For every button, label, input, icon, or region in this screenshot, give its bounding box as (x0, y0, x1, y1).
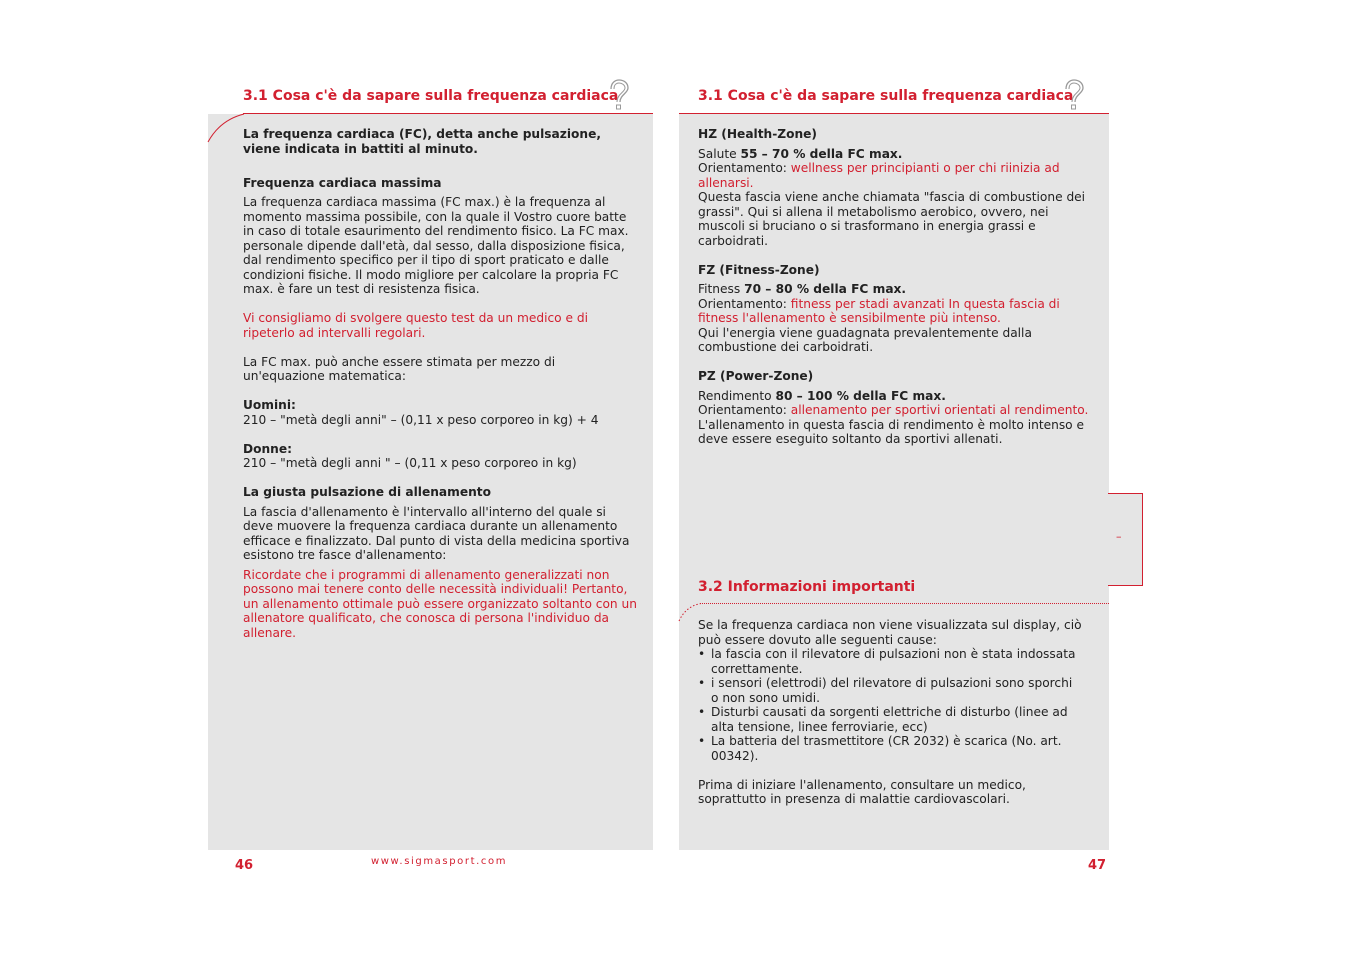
fcmax-heading: Frequenza cardiaca massima (243, 175, 442, 190)
zone-orientation (698, 161, 1093, 190)
zone-range (698, 389, 1093, 404)
zone-description: Qui l'energia viene guadagnata prevalentemente dalla combustione dei carboidrati. (698, 325, 1032, 354)
list-item: • Disturbi causati da sorgenti elettriche di disturbo (linee ad alta tensione, linee ferroviarie, ecc) (698, 705, 1083, 734)
fcmax-paragraph: La frequenza cardiaca massima (FC max.) è la frequenza al momento massima possibile, con la quale il Vostro cuore batte in caso di totale esaurimento del rendimento fisico. La FC max. personale dipende dall'età, dal sesso, dalla disposizione fisica, dal rendimento specifico per il tipo di sport praticato e dalle condizioni fisiche. Il modo migliore per calcolare la propria FC max. è fare un test di resistenza fisica. (243, 195, 629, 296)
left-header-rule (243, 113, 653, 114)
zone-range-value: 80 – 100 % della FC max. (775, 388, 946, 403)
zone-orient-label: Orientamento: (698, 296, 791, 311)
zone-range-label: Fitness (698, 282, 745, 296)
women-label: Donne: (243, 441, 292, 456)
page-number-left: 46 (235, 858, 254, 873)
zone-range (698, 282, 1093, 297)
list-item: • la fascia con il rilevatore di pulsazioni non è stata indossata correttamente. (698, 647, 1083, 676)
zone-range-label: Rendimento (698, 388, 776, 403)
side-tab-label: – (1116, 530, 1122, 543)
left-section-title: 3.1 Cosa c'è da sapare sulla frequenza cardiaca (243, 88, 619, 104)
info-header-rule (700, 603, 1109, 604)
info-body (698, 618, 1083, 807)
info-section-title: 3.2 Informazioni importanti (698, 579, 916, 595)
list-item: • La batteria del trasmettitore (CR 2032) è scarica (No. art. 00342). (698, 734, 1083, 763)
pulse-paragraph: La fascia d'allenamento è l'intervallo all'interno del quale si deve muovere la frequenza cardiaca durante un allenamento efficace e finalizzato. Dal punto di vista della medicina sportiva esistono tre fasce d'allenamento: (243, 504, 630, 562)
zone-orient-label: Orientamento: (698, 161, 791, 175)
zone-description: Questa fascia viene anche chiamata "fascia di combustione dei grassi". Qui si allena il metabolismo aerobico, ovvero, nei muscoli si bruciano o si trasformano in energia grassi e carboidrati. (698, 190, 1086, 248)
zones-body (698, 127, 1093, 447)
trainer-note: Ricordate che i programmi di allenamento generalizzati non possono mai tenere conto delle necessità individuali! Pertanto, un allenamento ottimale può essere organizzato soltanto con un allenatore qualificato, che conosca di persona l'individuo da allenare. (243, 567, 637, 640)
zone-orientation (698, 403, 1093, 418)
men-formula: 210 – "metà degli anni" – (0,11 x peso corporeo in kg) + 4 (243, 412, 599, 427)
question-mark-icon (1061, 78, 1087, 114)
website-text: www.sigmasport.com (371, 856, 508, 867)
pulse-heading: La giusta pulsazione di allenamento (243, 485, 491, 499)
zone-range (698, 147, 1093, 162)
chapter-side-tab[interactable] (1108, 493, 1143, 586)
zone-orient-value: allenamento per sportivi orientati al rendimento. (790, 403, 1089, 417)
men-label: Uomini: (243, 398, 296, 412)
zone-title: PZ (Power-Zone) (698, 369, 814, 383)
zone-range-value: 55 – 70 % della FC max. (740, 146, 903, 161)
question-mark-icon (606, 78, 632, 114)
left-header-curve (206, 112, 246, 144)
list-item: • i sensori (elettrodi) del rilevatore di pulsazioni sono sporchi o non sono umidi. (698, 676, 1083, 705)
estimate-paragraph: La FC max. può anche essere stimata per mezzo di un'equazione matematica: (243, 354, 556, 383)
info-intro: Se la frequenza cardiaca non viene visualizzata sul display, ciò può essere dovuto alle seguenti cause: (698, 618, 1082, 647)
zone-orient-value: wellness per principianti o per chi riinizia ad allenarsi. (698, 161, 1060, 190)
zone-orient-value: fitness per stadi avanzati In questa fascia di fitness l'allenamento è sensibilmente più intenso. (698, 296, 1060, 325)
women-formula: 210 – "metà degli anni " – (0,11 x peso corporeo in kg) (243, 456, 577, 470)
left-body (243, 127, 638, 640)
right-section-title: 3.1 Cosa c'è da sapare sulla frequenza cardiaca (698, 88, 1074, 104)
intro-text: La frequenza cardiaca (FC), detta anche pulsazione, viene indicata in battiti al minuto. (243, 127, 601, 156)
zone-title: HZ (Health-Zone) (698, 127, 818, 141)
zone-range-label: Salute (698, 146, 741, 161)
right-header-rule (679, 113, 1109, 114)
zone-range-value: 70 – 80 % della FC max. (744, 282, 907, 296)
zone-description: L'allenamento in questa fascia di rendimento è molto intenso e deve essere eseguito soltanto da sportivi allenati. (698, 417, 1085, 446)
test-note: Vi consigliamo di svolgere questo test da un medico e di ripeterlo ad intervalli regolari. (243, 311, 588, 340)
zone-title: FZ (Fitness-Zone) (698, 262, 820, 277)
page-number-right: 47 (1088, 858, 1107, 873)
zone-orientation (698, 297, 1093, 326)
info-outro: Prima di iniziare l'allenamento, consultare un medico, soprattutto in presenza di malattie cardiovascolari. (698, 777, 1026, 806)
zone-orient-label: Orientamento: (698, 403, 791, 417)
